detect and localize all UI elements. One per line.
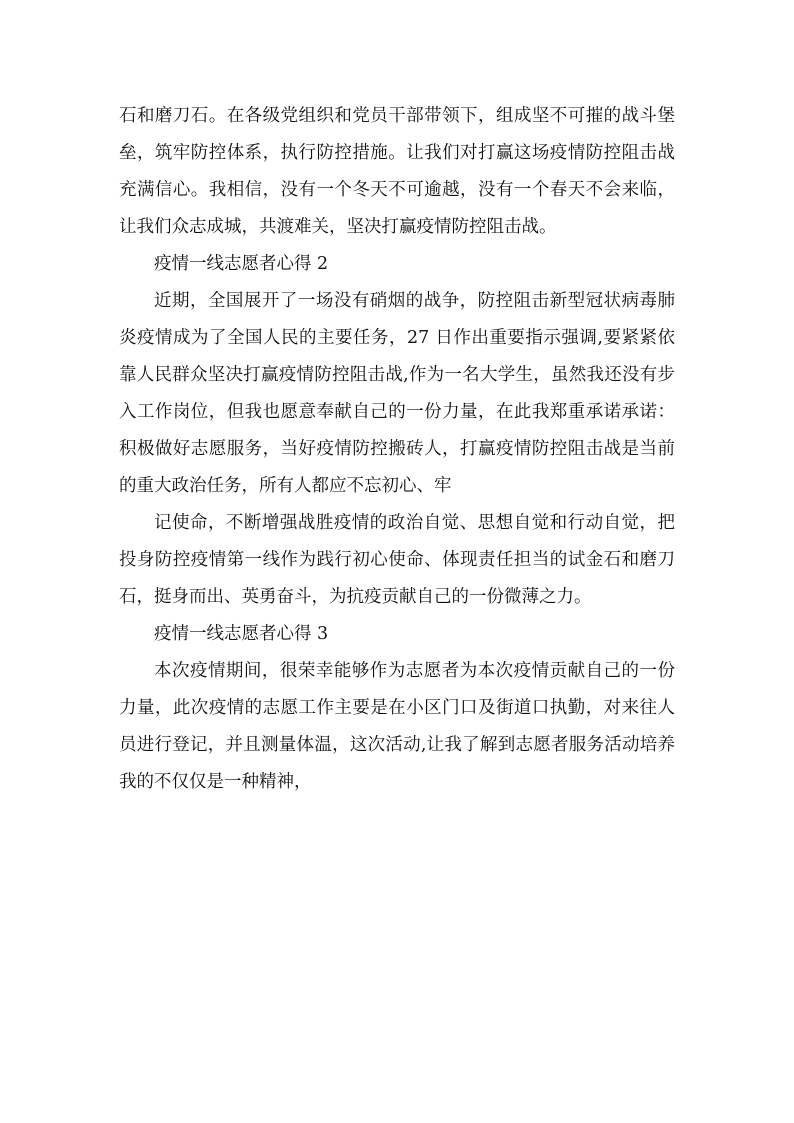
paragraph-section-2: 近期，全国展开了一场没有硝烟的战争，防控阻击新型冠状病毒肺炎疫情成为了全国人民的主要任务，27 日作出重要指示强调,要紧紧依靠人民群众坚决打赢疫情防控阻击战,作为一名大学生，虽然我还没有步入工作岗位，但我也愿意奉献自己的一份力量，在此我郑重承诺承诺：积极做好志愿服务，当好疫情防控搬砖人，打赢疫情防控阻击战是当前的重大政治任务，所有人都应不忘初心、牢: [119, 291, 675, 496]
paragraph-continued: 石和磨刀石。在各级党组织和党员干部带领下，组成坚不可摧的战斗堡垒，筑牢防控体系，执行防控措施。让我们对打赢这场疫情防控阻击战充满信心。我相信，没有一个冬天不可逾越，没有一个春天不会来临，让我们众志成城，共渡难关，坚决打赢疫情防控阻击战。: [119, 106, 675, 237]
section-heading-2: 疫情一线志愿者心得 2: [154, 254, 329, 274]
section-heading-3: 疫情一线志愿者心得 3: [154, 624, 329, 644]
paragraph-section-2-cont: 记使命，不断增强战胜疫情的政治自觉、思想自觉和行动自觉，把投身防控疫情第一线作为践行初心使命、体现责任担当的试金石和磨刀石，挺身而出、英勇奋斗，为抗疫贡献自己的一份微薄之力。: [119, 513, 675, 607]
document-body: [119, 98, 675, 801]
paragraph-section-3: 本次疫情期间，很荣幸能够作为志愿者为本次疫情贡献自己的一份力量，此次疫情的志愿工作主要是在小区门口及街道口执勤，对来往人员进行登记，并且测量体温，这次活动,让我了解到志愿者服务活动培养我的不仅仅是一种精神，: [119, 661, 675, 792]
